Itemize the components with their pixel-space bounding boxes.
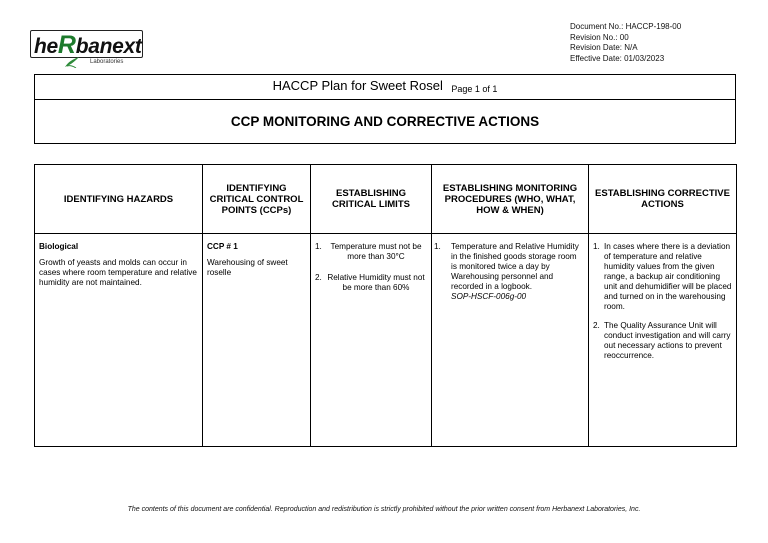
page-number: Page 1 of 1 <box>451 84 498 94</box>
header-ccps: IDENTIFYING CRITICAL CONTROL POINTS (CCPs) <box>203 165 311 234</box>
action-text: The Quality Assurance Unit will conduct investigation and will carry out necessary actions to prevent reoccurrence. <box>604 321 731 360</box>
leaf-icon <box>64 56 80 68</box>
sop-reference: SOP-HSCF-006g-00 <box>451 292 527 301</box>
header-corrective-actions: ESTABLISHING CORRECTIVE ACTIONS <box>589 165 737 234</box>
header-hazards: IDENTIFYING HAZARDS <box>35 165 203 234</box>
action-text: In cases where there is a deviation of temperature and relative humidity values from the given range, a backup air conditioning unit and dehumidifier will be placed and turned on in the warehousing room. <box>604 242 732 311</box>
confidentiality-footer: The contents of this document are confidential. Reproduction and redistribution is strictly prohibited without the prior written consent from Herbanext Laboratories, Inc. <box>127 506 641 513</box>
plan-title: HACCP Plan for Sweet Rosel <box>272 78 443 93</box>
revision-number: Revision No.: 00 <box>570 32 629 42</box>
document-number: Document No.: HACCP-198-00 <box>570 22 682 31</box>
table-row <box>35 234 737 447</box>
limit-text: Temperature must not be more than 30°C <box>330 242 422 261</box>
company-logo <box>30 30 145 70</box>
list-number: 2. <box>315 273 322 282</box>
list-item <box>315 242 427 262</box>
list-item <box>593 321 732 361</box>
limits-cell <box>311 234 432 447</box>
hazard-cell <box>35 234 203 447</box>
header-monitoring: ESTABLISHING MONITORING PROCEDURES (WHO, WHAT, HOW & WHEN) <box>432 165 589 234</box>
list-item <box>593 242 732 312</box>
logo-wordmark: heRbanext <box>34 31 142 59</box>
list-number: 1. <box>593 242 600 251</box>
table-header-row <box>35 165 737 234</box>
revision-date: Revision Date: N/A <box>570 43 638 52</box>
list-item <box>436 242 584 302</box>
monitoring-cell <box>432 234 589 447</box>
plan-title-row <box>35 75 735 100</box>
list-number: 1. <box>434 242 441 251</box>
logo-subtitle: Laboratories <box>90 59 124 65</box>
ccp-title: CCP # 1 <box>207 242 238 251</box>
title-box <box>34 74 736 144</box>
hazard-text: Growth of yeasts and molds can occur in cases where room temperature and relative humidity are not maintained. <box>39 258 197 287</box>
actions-cell <box>589 234 737 447</box>
header-critical-limits: ESTABLISHING CRITICAL LIMITS <box>311 165 432 234</box>
limit-text: Relative Humidity must not be more than 60% <box>327 273 425 292</box>
list-number: 1. <box>315 242 322 251</box>
list-number: 2. <box>593 321 600 330</box>
list-item <box>315 273 427 293</box>
section-title: CCP MONITORING AND CORRECTIVE ACTIONS <box>230 114 540 129</box>
ccp-table <box>34 164 737 447</box>
effective-date: Effective Date: 01/03/2023 <box>570 53 665 63</box>
document-info <box>570 22 681 64</box>
monitoring-text: Temperature and Relative Humidity in the finished goods storage room is monitored twice a day by Warehousing personnel and recorded in a logbook. <box>451 242 579 291</box>
hazard-title: Biological <box>39 242 79 251</box>
ccp-text: Warehousing of sweet roselle <box>207 258 288 277</box>
ccp-cell <box>203 234 311 447</box>
